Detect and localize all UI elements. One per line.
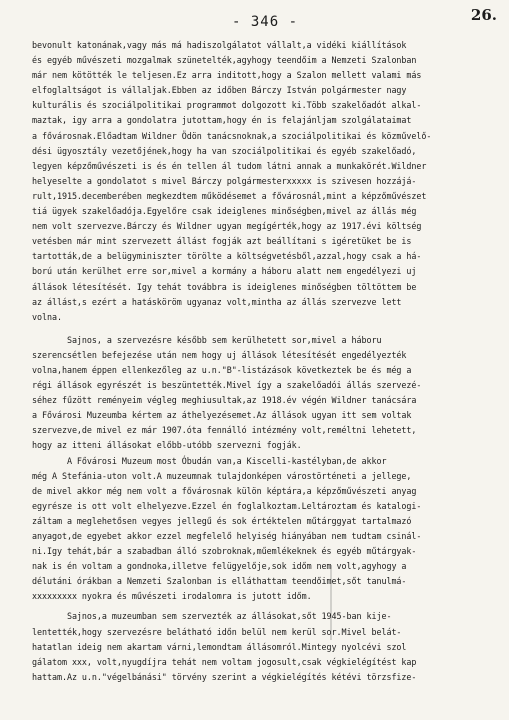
text-line: nak is én voltam a gondnoka,illetve felügyelője,sok időm nem volt,agyhogy a [32, 561, 407, 572]
text-line: a Fővárosi Muzeumba kértem az áthelyezésemet.Az állások ugyan itt sem voltak [32, 410, 412, 421]
text-line: nem volt szervezve.Bárczy és Wildner ugyan megígérték,hogy az 1917.évi költség [32, 221, 422, 232]
text-line: Sajnos, a szervezésre később sem kerülhetett sor,mivel a háboru [32, 334, 382, 345]
text-line: legyen képzőművészeti is és én tellen ál tudom látni annak a munkakörét.Wildner [32, 160, 427, 171]
text-line: az állást,s ezért a hatásköröm ugyanaz volt,mintha az állás szervezve lett [32, 296, 402, 307]
text-line: hogy az itteni állásokat előbb-utóbb szervezni fogják. [32, 440, 302, 451]
text-line: vetésben már mint szervezett állást fogják azt beállítani s igéretüket be is [32, 236, 412, 247]
text-line: helyeselte a gondolatot s mivel Bárczy polgármesterxxxxx is szivesen hozzájá- [32, 175, 417, 186]
text-line: kulturális és szociálpolitikai programmot dolgozott ki.Több szakelőadót alkal- [32, 100, 422, 111]
text-line: állások létesítését. Igy tehát továbbra is ideiglenes minőségben töltöttem be [32, 281, 417, 292]
text-line: tiá ügyek szakelőadója.Egyelőre csak ideiglenes minőségben,mivel az állás még [32, 206, 417, 217]
text-line: egyrésze is ott volt elhelyezve.Ezzel én foglalkoztam.Leltároztam és katalogi- [32, 500, 422, 511]
text-line: xxxxxxxxx nyokra és művészeti irodalomra is jutott időm. [32, 591, 312, 602]
text-line: tartották,de a belügyminiszter törölte a költségvetésből,azzal,hogy csak a há- [32, 251, 422, 262]
text-line: délutáni órákban a Nemzeti Szalonban is elláthattam teendőimet,sőt tanulmá- [32, 576, 407, 587]
text-line: maztak, igy arra a gondolatra jutottam,hogy én is felajánljam szolgálataimat [32, 115, 412, 126]
text-line: A Fővárosi Muzeum most Óbudán van,a Kiscelli-kastélyban,de akkor [32, 455, 387, 466]
text-line: de mivel akkor még nem volt a fővárosnak külön képtára,a képzőművészeti anyag [32, 485, 417, 496]
text-line: záltam a meglehetősen vegyes jellegű és sok értéktelen műtárggyat tartalmazó [32, 515, 412, 526]
text-line: gálatom xxx, volt,nyugdíjra tehát nem voltam jogosult,csak végkielégítést kap [32, 656, 417, 667]
text-line: elfoglaltságot is vállaljak.Ebben az időben Bárczy István polgármester nagy [32, 85, 407, 96]
text-line: Sajnos,a muzeumban sem szervezték az állásokat,sőt 1945-ban kije- [32, 611, 392, 622]
text-line: szerencsétlen befejezése után nem hogy uj állások létesítését engedélyezték [32, 349, 407, 360]
text-line: a fővárosnak.Előadtam Wildner Ödön tanácsnoknak,a szociálpolitikai és közművelő- [32, 130, 432, 141]
text-line: szervezve,de mivel ez már 1907.óta fennálló intézmény volt,reméltni lehetett, [32, 425, 417, 436]
text-line: anyagot,de egyebet akkor ezzel megfelelő helyiség hiányában nem tudtam csinál- [32, 531, 422, 541]
text-line: és egyéb művészeti mozgalmak szünetelték,agyhogy teendőim a Nemzeti Szalonban [32, 55, 417, 66]
text-line: volna,hanem éppen ellenkezőleg az u.n."B"-listázások következtek be és még a [32, 364, 412, 375]
page-number: - 346 - [232, 14, 299, 30]
text-line: séhez fűzött reményeim végleg meghiusultak,az 1918.év végén Wildner tanácsára [32, 395, 417, 406]
text-line: ború után kerülhet erre sor,mivel a kormány a háboru alatt nem engedélyezi uj [32, 266, 417, 277]
text-line: ni.Igy tehát,bár a szabadban álló szobroknak,műemlékeknek és egyéb műtárgyak- [32, 546, 417, 557]
sheet-number: 26. [470, 6, 497, 24]
text-line: volna. [32, 311, 62, 322]
text-line: lentették,hogy szervezésre belátható időn belül nem kerül sor.Mivel belát- [32, 626, 402, 637]
text-line: régi állások egyrészét is beszüntették.Mivel így a szakelőadói állás szervezé- [32, 380, 422, 391]
text-line: rult,1915.decemberében megkezdtem működésemet a fővárosnál,mint a képzőművészet [32, 190, 427, 201]
paragraph-gap [32, 325, 506, 333]
text-line: dési ügyosztály vezetőjének,hogy ha van szociálpolitikai és egyéb szakelőadó, [32, 145, 417, 156]
text-line: még A Stefánia-uton volt.A muzeumnak tulajdonképen várostörténeti a jellege, [32, 470, 412, 481]
text-line: bevonult katonának,vagy más má hadiszolgálatot vállalt,a vidéki kiállítások [32, 40, 407, 50]
text-line: hattam.Az u.n."végelbánási" törvény szerint a végkielégítés kétévi törzsfize- [32, 671, 417, 682]
text-line: hatatlan ideig nem akartam várni,lemondtam állásomról.Mintegy nyolcévi szol [32, 641, 407, 652]
typewritten-body [32, 38, 506, 685]
text-line: már nem kötötték le teljesen.Ez arra inditott,hogy a Szalon mellett valami más [32, 70, 422, 81]
